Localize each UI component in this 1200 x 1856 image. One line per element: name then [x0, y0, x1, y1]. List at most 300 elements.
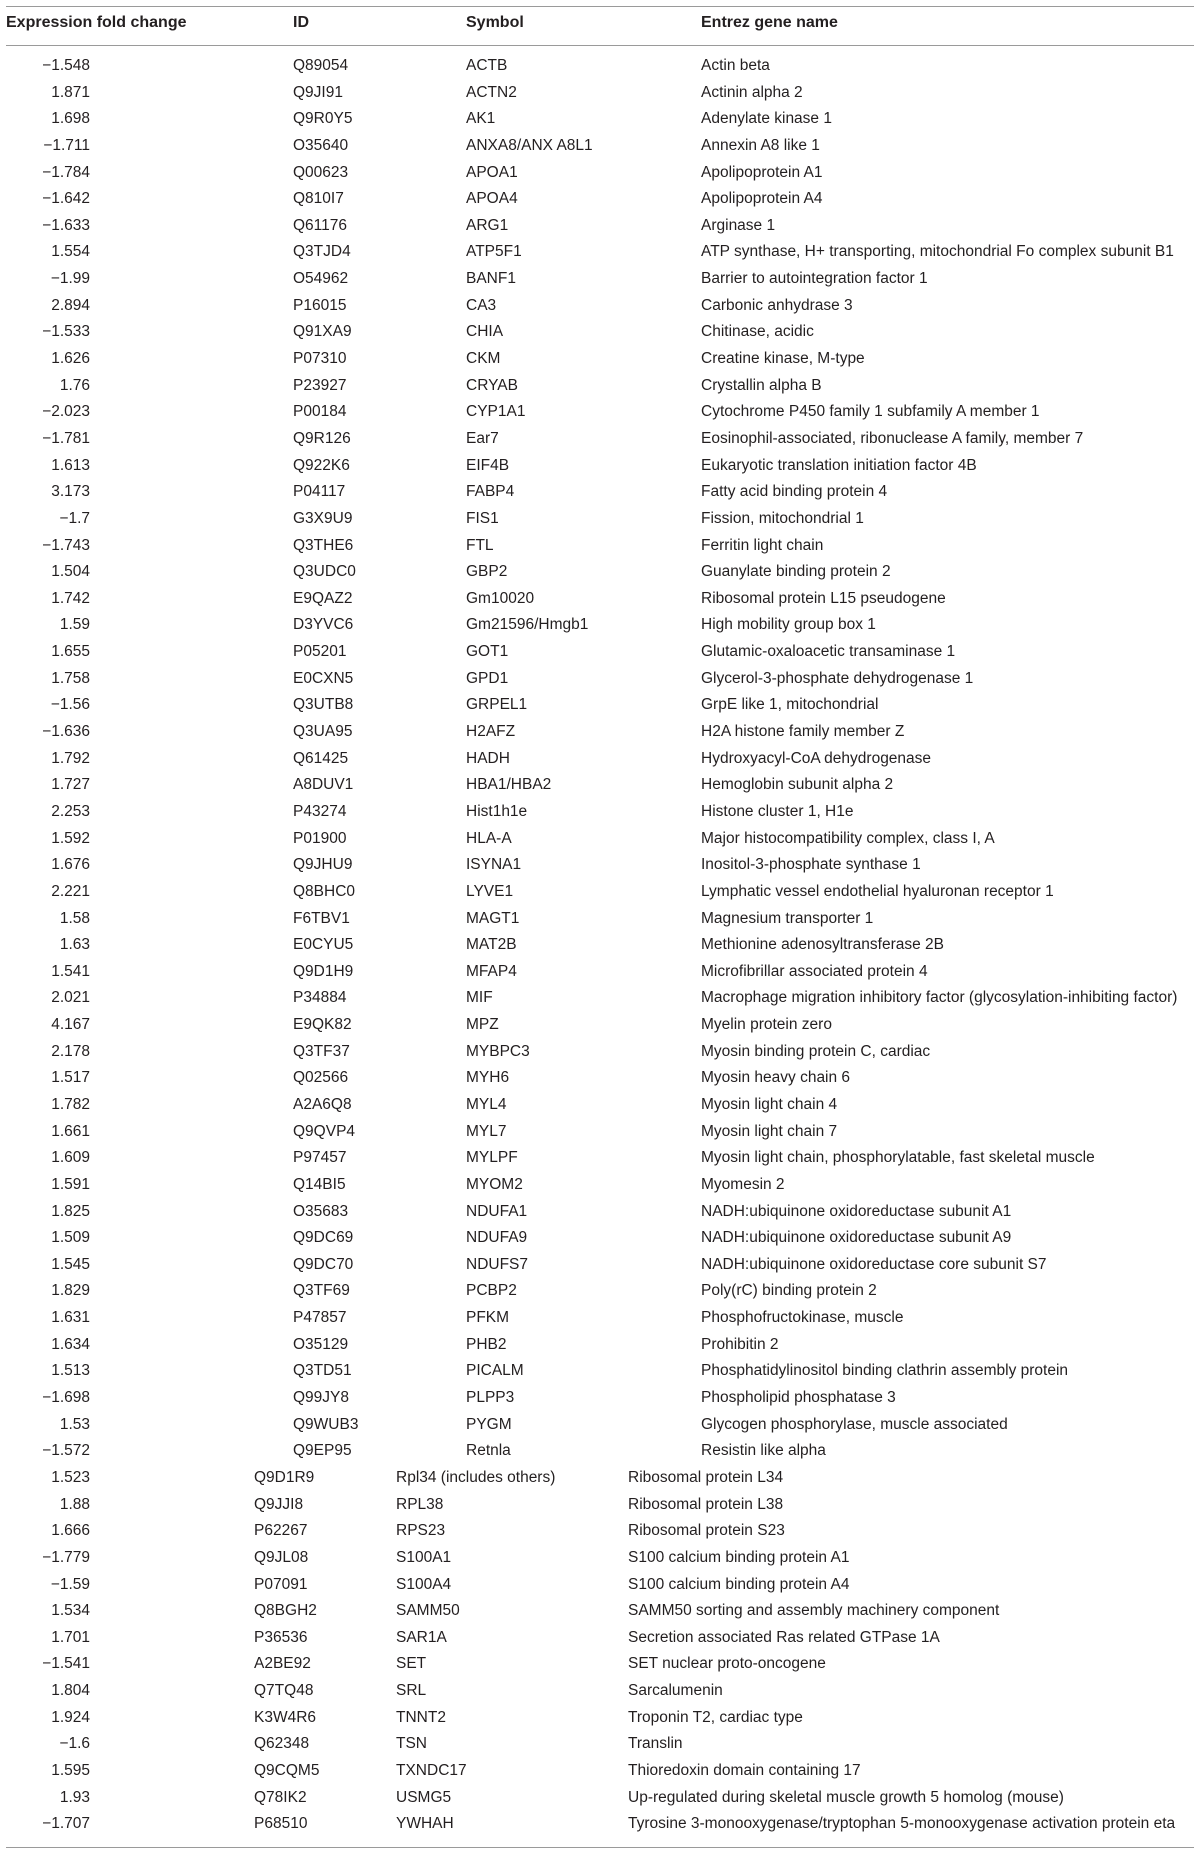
- symbol-cell: Retnla: [466, 1442, 511, 1460]
- fold-change-cell: 2.221: [51, 882, 90, 900]
- table-row: [0, 1412, 1200, 1439]
- id-cell: Q89054: [293, 57, 349, 74]
- symbol-cell: HADH: [466, 749, 510, 767]
- fold-change-cell: 2.253: [51, 802, 90, 820]
- gene-name-cell: Poly(rC) binding protein 2: [701, 1282, 877, 1300]
- symbol-cell: TSN: [396, 1735, 427, 1753]
- gene-name-cell: Chitinase, acidic: [701, 323, 814, 341]
- table-row: [0, 133, 1200, 160]
- fold-change-cell: 1.924: [51, 1708, 90, 1726]
- gene-name-cell: SAMM50 sorting and assembly machinery component: [628, 1602, 1000, 1620]
- id-cell: Q7TQ48: [254, 1682, 314, 1700]
- gene-name-cell: Myelin protein zero: [701, 1016, 832, 1034]
- table-row: [0, 426, 1200, 453]
- gene-name-cell: Ribosomal protein L15 pseudogene: [701, 589, 946, 607]
- symbol-cell: MAGT1: [466, 909, 520, 927]
- id-cell: E9QK82: [293, 1016, 352, 1034]
- symbol-cell: ISYNA1: [466, 856, 522, 874]
- gene-name-cell: Up-regulated during skeletal muscle growth 5 homolog (mouse): [628, 1788, 1064, 1806]
- id-cell: Q810I7: [293, 190, 344, 208]
- gene-name-cell: ATP synthase, H+ transporting, mitochondrial Fo complex subunit B1: [701, 243, 1174, 261]
- table-row: [0, 506, 1200, 533]
- fold-change-cell: 1.661: [51, 1122, 90, 1140]
- top-rule: [6, 6, 1194, 7]
- symbol-cell: USMG5: [396, 1788, 452, 1806]
- table-row: [0, 1199, 1200, 1226]
- id-cell: P62267: [254, 1522, 308, 1540]
- gene-name-cell: Myosin heavy chain 6: [701, 1069, 851, 1087]
- fold-change-cell: 1.609: [51, 1149, 90, 1167]
- fold-change-cell: 1.666: [51, 1522, 90, 1540]
- table-row: [0, 373, 1200, 400]
- table-row: [0, 1705, 1200, 1732]
- gene-name-cell: Fatty acid binding protein 4: [701, 483, 888, 501]
- fold-change-cell: 1.545: [51, 1255, 90, 1273]
- gene-name-cell: Adenylate kinase 1: [701, 110, 832, 128]
- gene-name-cell: Creatine kinase, M-type: [701, 350, 865, 368]
- table-row: [0, 879, 1200, 906]
- gene-name-cell: Apolipoprotein A1: [701, 163, 823, 181]
- id-cell: Q922K6: [293, 456, 350, 474]
- gene-name-cell: Myosin binding protein C, cardiac: [701, 1042, 931, 1060]
- symbol-cell: PFKM: [466, 1309, 510, 1327]
- table-row: [0, 453, 1200, 480]
- fold-change-cell: −1.7: [59, 509, 90, 527]
- table-row: [0, 1811, 1200, 1838]
- symbol-cell: SET: [396, 1655, 427, 1673]
- table-row: [0, 319, 1200, 346]
- symbol-cell: S100A1: [396, 1548, 452, 1566]
- table-row: [0, 1758, 1200, 1785]
- id-cell: E0CYU5: [293, 936, 354, 954]
- symbol-cell: Rpl34 (includes others): [396, 1468, 556, 1486]
- id-cell: O35129: [293, 1335, 349, 1353]
- symbol-cell: CHIA: [466, 323, 504, 341]
- table-row: [0, 1625, 1200, 1652]
- symbol-cell: MFAP4: [466, 962, 517, 980]
- id-cell: Q9CQM5: [254, 1762, 320, 1779]
- fold-change-cell: 3.173: [51, 483, 90, 501]
- id-cell: P01900: [293, 829, 347, 847]
- id-cell: A8DUV1: [293, 776, 354, 794]
- symbol-cell: MYL4: [466, 1095, 507, 1113]
- symbol-cell: GOT1: [466, 643, 509, 661]
- header-fold-change: Expression fold change: [6, 14, 187, 31]
- symbol-cell: CRYAB: [466, 376, 518, 394]
- table-row: [0, 612, 1200, 639]
- table-row: [0, 692, 1200, 719]
- id-cell: P05201: [293, 643, 347, 661]
- symbol-cell: FABP4: [466, 483, 515, 501]
- id-cell: P34884: [293, 989, 347, 1007]
- fold-change-cell: 1.742: [51, 589, 90, 607]
- gene-name-cell: Resistin like alpha: [701, 1442, 826, 1460]
- symbol-cell: ARG1: [466, 216, 509, 234]
- gene-name-cell: Phospholipid phosphatase 3: [701, 1389, 896, 1407]
- gene-name-cell: Hydroxyacyl-CoA dehydrogenase: [701, 749, 932, 767]
- table-row: [0, 53, 1200, 80]
- symbol-cell: YWHAH: [396, 1815, 454, 1833]
- gene-name-cell: Inositol-3-phosphate synthase 1: [701, 856, 921, 874]
- fold-change-cell: 1.509: [51, 1229, 90, 1247]
- gene-name-cell: Sarcalumenin: [628, 1682, 723, 1700]
- gene-name-cell: Arginase 1: [701, 216, 776, 234]
- gene-name-cell: Glycogen phosphorylase, muscle associated: [701, 1415, 1008, 1433]
- fold-change-cell: −1.56: [50, 696, 90, 714]
- table-row: [0, 80, 1200, 107]
- symbol-cell: APOA1: [466, 163, 518, 181]
- gene-name-cell: Actinin alpha 2: [701, 83, 803, 101]
- fold-change-cell: 1.517: [51, 1069, 90, 1087]
- gene-name-cell: H2A histone family member Z: [701, 723, 905, 741]
- gene-name-cell: Cytochrome P450 family 1 subfamily A member 1: [701, 403, 1040, 421]
- table-row: [0, 346, 1200, 373]
- id-cell: Q3TF37: [293, 1042, 350, 1060]
- symbol-cell: ATP5F1: [466, 243, 522, 261]
- id-cell: D3YVC6: [293, 616, 354, 634]
- id-cell: Q8BHC0: [293, 882, 356, 900]
- table-row: [0, 1119, 1200, 1146]
- id-cell: F6TBV1: [293, 909, 350, 927]
- table-row: [0, 293, 1200, 320]
- gene-name-cell: S100 calcium binding protein A1: [628, 1548, 850, 1566]
- fold-change-cell: 1.554: [51, 243, 90, 261]
- table-row: [0, 1465, 1200, 1492]
- table-row: [0, 1065, 1200, 1092]
- table-row: [0, 1438, 1200, 1465]
- id-cell: Q9WUB3: [293, 1415, 359, 1433]
- symbol-cell: APOA4: [466, 190, 518, 208]
- table-row: [0, 1678, 1200, 1705]
- symbol-cell: AK1: [466, 110, 496, 128]
- fold-change-cell: 1.792: [51, 749, 90, 767]
- fold-change-cell: 2.021: [51, 989, 90, 1007]
- gene-name-cell: Histone cluster 1, H1e: [701, 802, 854, 820]
- table-row: [0, 799, 1200, 826]
- symbol-cell: TNNT2: [396, 1708, 446, 1726]
- gene-name-cell: Actin beta: [701, 57, 770, 74]
- fold-change-cell: 1.634: [51, 1335, 90, 1353]
- fold-change-cell: 1.758: [51, 669, 90, 687]
- symbol-cell: MPZ: [466, 1016, 499, 1034]
- gene-name-cell: Translin: [628, 1735, 683, 1753]
- id-cell: Q3THE6: [293, 536, 354, 554]
- table-row: [0, 1278, 1200, 1305]
- header-rule: [6, 45, 1194, 46]
- bottom-rule: [6, 1847, 1194, 1848]
- table-row: [0, 1572, 1200, 1599]
- gene-name-cell: Ribosomal protein S23: [628, 1522, 785, 1540]
- fold-change-cell: 1.626: [51, 350, 90, 368]
- gene-name-cell: NADH:ubiquinone oxidoreductase core subunit S7: [701, 1255, 1047, 1273]
- gene-name-cell: Barrier to autointegration factor 1: [701, 270, 928, 288]
- id-cell: Q9D1R9: [254, 1468, 315, 1486]
- gene-name-cell: Myomesin 2: [701, 1175, 785, 1193]
- id-cell: K3W4R6: [254, 1708, 317, 1726]
- fold-change-cell: −1.707: [42, 1815, 90, 1833]
- gene-name-cell: Myosin light chain 4: [701, 1095, 838, 1113]
- fold-change-cell: 1.541: [51, 962, 90, 980]
- id-cell: Q9DC69: [293, 1229, 354, 1247]
- id-cell: P00184: [293, 403, 347, 421]
- table-row: [0, 906, 1200, 933]
- id-cell: Q61425: [293, 749, 349, 767]
- fold-change-cell: 1.534: [51, 1602, 90, 1620]
- id-cell: Q02566: [293, 1069, 349, 1087]
- fold-change-cell: 1.76: [59, 376, 90, 394]
- fold-change-cell: −1.779: [42, 1548, 90, 1566]
- id-cell: Q78IK2: [254, 1788, 307, 1806]
- gene-name-cell: GrpE like 1, mitochondrial: [701, 696, 879, 714]
- gene-name-cell: Troponin T2, cardiac type: [628, 1708, 803, 1726]
- symbol-cell: Gm10020: [466, 589, 535, 607]
- id-cell: P07091: [254, 1575, 308, 1593]
- table-row: [0, 1305, 1200, 1332]
- header-id: ID: [293, 14, 309, 31]
- symbol-cell: MYL7: [466, 1122, 507, 1140]
- table-row: [0, 746, 1200, 773]
- table-row: [0, 1012, 1200, 1039]
- table-row: [0, 1385, 1200, 1412]
- fold-change-cell: 1.504: [51, 563, 90, 581]
- symbol-cell: GRPEL1: [466, 696, 528, 714]
- fold-change-cell: 1.804: [51, 1682, 90, 1700]
- symbol-cell: MYBPC3: [466, 1042, 530, 1060]
- table-row: [0, 160, 1200, 187]
- fold-change-cell: 1.727: [51, 776, 90, 794]
- symbol-cell: H2AFZ: [466, 723, 516, 741]
- symbol-cell: CYP1A1: [466, 403, 526, 421]
- id-cell: Q9JJI8: [254, 1495, 304, 1513]
- gene-name-cell: Secretion associated Ras related GTPase 1A: [628, 1628, 940, 1646]
- table-row: [0, 666, 1200, 693]
- table-row: [0, 1039, 1200, 1066]
- id-cell: P97457: [293, 1149, 347, 1167]
- symbol-cell: SAMM50: [396, 1602, 460, 1620]
- id-cell: P36536: [254, 1628, 308, 1646]
- id-cell: O35683: [293, 1202, 349, 1220]
- symbol-cell: FTL: [466, 536, 494, 554]
- id-cell: G3X9U9: [293, 509, 353, 527]
- fold-change-cell: −1.698: [42, 1389, 90, 1407]
- gene-name-cell: S100 calcium binding protein A4: [628, 1575, 850, 1593]
- table-row: [0, 1651, 1200, 1678]
- fold-change-cell: 1.782: [51, 1095, 90, 1113]
- symbol-cell: MIF: [466, 989, 493, 1007]
- gene-name-cell: Annexin A8 like 1: [701, 136, 820, 154]
- table-row: [0, 586, 1200, 613]
- id-cell: E0CXN5: [293, 669, 354, 687]
- gene-name-cell: Prohibitin 2: [701, 1335, 779, 1353]
- gene-name-cell: High mobility group box 1: [701, 616, 876, 634]
- fold-change-cell: 1.53: [59, 1415, 90, 1433]
- symbol-cell: CKM: [466, 350, 501, 368]
- gene-name-cell: Myosin light chain 7: [701, 1122, 838, 1140]
- gene-name-cell: Major histocompatibility complex, class I, A: [701, 829, 995, 847]
- id-cell: Q00623: [293, 163, 349, 181]
- table-row: [0, 1545, 1200, 1572]
- fold-change-cell: 1.88: [59, 1495, 90, 1513]
- id-cell: E9QAZ2: [293, 589, 353, 607]
- fold-change-cell: 1.825: [51, 1202, 90, 1220]
- gene-name-cell: Carbonic anhydrase 3: [701, 296, 853, 314]
- gene-name-cell: Guanylate binding protein 2: [701, 563, 891, 581]
- table-row: [0, 639, 1200, 666]
- id-cell: Q9R0Y5: [293, 110, 353, 128]
- id-cell: Q14BI5: [293, 1175, 346, 1193]
- fold-change-cell: −1.533: [42, 323, 90, 341]
- table-row: [0, 399, 1200, 426]
- table-row: [0, 186, 1200, 213]
- table-row: [0, 1092, 1200, 1119]
- symbol-cell: TXNDC17: [396, 1762, 467, 1779]
- fold-change-cell: 1.93: [59, 1788, 90, 1806]
- gene-name-cell: Eukaryotic translation initiation factor 4B: [701, 456, 977, 474]
- id-cell: Q91XA9: [293, 323, 352, 341]
- fold-change-cell: −1.784: [42, 163, 90, 181]
- fold-change-cell: 1.676: [51, 856, 90, 874]
- gene-name-cell: Crystallin alpha B: [701, 376, 822, 394]
- table-row: [0, 213, 1200, 240]
- id-cell: P23927: [293, 376, 347, 394]
- table-body: [0, 53, 1200, 1838]
- gene-name-cell: NADH:ubiquinone oxidoreductase subunit A9: [701, 1229, 1012, 1247]
- fold-change-cell: 1.59: [59, 616, 90, 634]
- id-cell: Q3TJD4: [293, 243, 351, 261]
- gene-name-cell: Tyrosine 3-monooxygenase/tryptophan 5-monooxygenase activation protein eta: [628, 1815, 1176, 1833]
- id-cell: Q9JL08: [254, 1548, 309, 1566]
- gene-name-cell: Hemoglobin subunit alpha 2: [701, 776, 894, 794]
- table-row: [0, 106, 1200, 133]
- fold-change-cell: 1.613: [51, 456, 90, 474]
- header-gene-name: Entrez gene name: [701, 14, 838, 31]
- table-row: [0, 932, 1200, 959]
- id-cell: Q9D1H9: [293, 962, 354, 980]
- id-cell: Q9EP95: [293, 1442, 352, 1460]
- gene-name-cell: SET nuclear proto-oncogene: [628, 1655, 826, 1673]
- table-row: [0, 1172, 1200, 1199]
- table-row: [0, 719, 1200, 746]
- symbol-cell: SRL: [396, 1682, 427, 1700]
- fold-change-cell: −1.633: [42, 216, 90, 234]
- gene-name-cell: Magnesium transporter 1: [701, 909, 874, 927]
- table-row: [0, 959, 1200, 986]
- table-row: [0, 266, 1200, 293]
- fold-change-cell: −1.781: [42, 429, 90, 447]
- id-cell: Q3TD51: [293, 1362, 352, 1380]
- id-cell: Q3UDC0: [293, 563, 356, 581]
- header-symbol: Symbol: [466, 14, 524, 31]
- table-row: [0, 1492, 1200, 1519]
- table-row: [0, 1598, 1200, 1625]
- fold-change-cell: 1.595: [51, 1762, 90, 1779]
- gene-name-cell: Thioredoxin domain containing 17: [628, 1762, 861, 1779]
- table-row: [0, 1731, 1200, 1758]
- id-cell: Q9QVP4: [293, 1122, 356, 1140]
- id-cell: P47857: [293, 1309, 347, 1327]
- fold-change-cell: −1.636: [42, 723, 90, 741]
- id-cell: Q62348: [254, 1735, 310, 1753]
- table-row: [0, 1332, 1200, 1359]
- symbol-cell: HBA1/HBA2: [466, 776, 552, 794]
- gene-name-cell: Fission, mitochondrial 1: [701, 509, 864, 527]
- symbol-cell: RPL38: [396, 1495, 444, 1513]
- symbol-cell: MAT2B: [466, 936, 517, 954]
- fold-change-cell: 1.698: [51, 110, 90, 128]
- symbol-cell: Ear7: [466, 429, 499, 447]
- fold-change-cell: −1.743: [42, 536, 90, 554]
- symbol-cell: PCBP2: [466, 1282, 517, 1300]
- fold-change-cell: −1.642: [42, 190, 90, 208]
- table-row: [0, 1785, 1200, 1812]
- gene-name-cell: Phosphatidylinositol binding clathrin assembly protein: [701, 1362, 1069, 1380]
- id-cell: P07310: [293, 350, 347, 368]
- fold-change-cell: 1.591: [51, 1175, 90, 1193]
- symbol-cell: EIF4B: [466, 456, 510, 474]
- gene-name-cell: Microfibrillar associated protein 4: [701, 962, 928, 980]
- symbol-cell: PYGM: [466, 1415, 512, 1433]
- symbol-cell: NDUFS7: [466, 1255, 529, 1273]
- symbol-cell: ANXA8/ANX A8L1: [466, 136, 593, 154]
- table-row: [0, 559, 1200, 586]
- id-cell: Q61176: [293, 216, 348, 234]
- id-cell: O54962: [293, 270, 349, 288]
- gene-name-cell: Ribosomal protein L38: [628, 1495, 784, 1513]
- id-cell: Q3TF69: [293, 1282, 350, 1300]
- fold-change-cell: 2.894: [51, 296, 90, 314]
- id-cell: Q9JI91: [293, 83, 343, 101]
- table-row: [0, 533, 1200, 560]
- table-row: [0, 852, 1200, 879]
- symbol-cell: BANF1: [466, 270, 516, 288]
- fold-change-cell: 4.167: [51, 1016, 90, 1034]
- symbol-cell: NDUFA9: [466, 1229, 528, 1247]
- gene-name-cell: Methionine adenosyltransferase 2B: [701, 936, 944, 954]
- symbol-cell: ACTB: [466, 57, 508, 74]
- id-cell: A2BE92: [254, 1655, 311, 1673]
- table-row: [0, 1358, 1200, 1385]
- id-cell: O35640: [293, 136, 349, 154]
- fold-change-cell: 1.592: [51, 829, 90, 847]
- fold-change-cell: −1.99: [50, 270, 90, 288]
- id-cell: Q99JY8: [293, 1389, 350, 1407]
- fold-change-cell: 1.523: [51, 1468, 90, 1486]
- gene-name-cell: Myosin light chain, phosphorylatable, fast skeletal muscle: [701, 1149, 1095, 1167]
- fold-change-cell: −1.6: [59, 1735, 90, 1753]
- gene-name-cell: Glutamic-oxaloacetic transaminase 1: [701, 643, 956, 661]
- table-row: [0, 239, 1200, 266]
- gene-name-cell: Phosphofructokinase, muscle: [701, 1309, 904, 1327]
- symbol-cell: MYH6: [466, 1069, 510, 1087]
- gene-name-cell: Apolipoprotein A4: [701, 190, 823, 208]
- fold-change-cell: 1.655: [51, 643, 90, 661]
- table-row: [0, 1252, 1200, 1279]
- symbol-cell: RPS23: [396, 1522, 446, 1540]
- fold-change-cell: 1.701: [51, 1628, 90, 1646]
- symbol-cell: NDUFA1: [466, 1202, 528, 1220]
- fold-change-cell: −1.548: [42, 57, 90, 74]
- symbol-cell: Hist1h1e: [466, 802, 528, 820]
- symbol-cell: Gm21596/Hmgb1: [466, 616, 589, 634]
- symbol-cell: GBP2: [466, 563, 508, 581]
- id-cell: A2A6Q8: [293, 1095, 352, 1113]
- symbol-cell: S100A4: [396, 1575, 452, 1593]
- id-cell: Q9DC70: [293, 1255, 354, 1273]
- fold-change-cell: 1.63: [59, 936, 90, 954]
- id-cell: P43274: [293, 802, 347, 820]
- id-cell: Q8BGH2: [254, 1602, 317, 1620]
- table-row: [0, 479, 1200, 506]
